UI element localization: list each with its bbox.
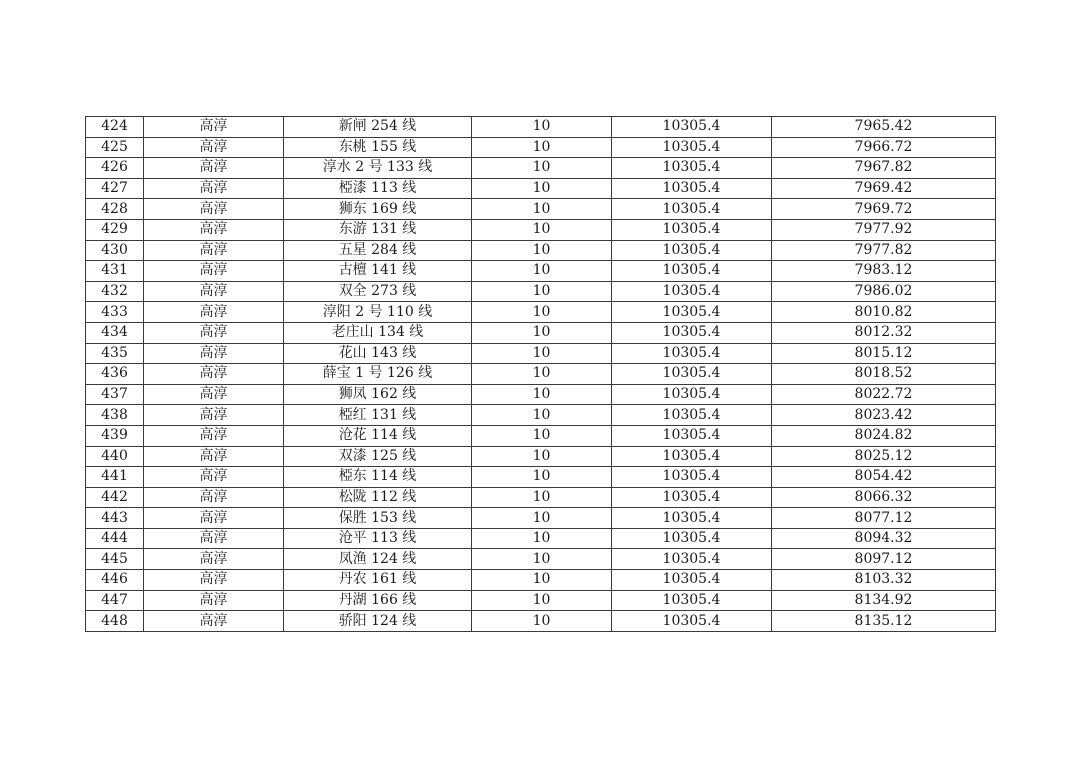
index-cell: 447 — [86, 590, 144, 611]
value-cell: 8025.12 — [772, 446, 996, 467]
capacity-cell: 10305.4 — [612, 117, 772, 138]
value-cell: 8097.12 — [772, 549, 996, 570]
table-row — [86, 117, 996, 138]
value-cell: 8134.92 — [772, 590, 996, 611]
table-row — [86, 570, 996, 591]
value-cell: 7969.42 — [772, 178, 996, 199]
voltage-cell: 10 — [472, 549, 612, 570]
index-cell: 437 — [86, 384, 144, 405]
index-cell: 439 — [86, 425, 144, 446]
value-cell: 8015.12 — [772, 343, 996, 364]
table-row — [86, 467, 996, 488]
line-name-cell: 双漆 125 线 — [284, 446, 472, 467]
capacity-cell: 10305.4 — [612, 384, 772, 405]
line-name-cell: 丹农 161 线 — [284, 570, 472, 591]
capacity-cell: 10305.4 — [612, 240, 772, 261]
line-name-cell: 花山 143 线 — [284, 343, 472, 364]
table-row — [86, 508, 996, 529]
line-name-cell: 椏红 131 线 — [284, 405, 472, 426]
value-cell: 8022.72 — [772, 384, 996, 405]
value-cell: 8012.32 — [772, 322, 996, 343]
voltage-cell: 10 — [472, 178, 612, 199]
district-cell: 高淳 — [144, 549, 284, 570]
line-name-cell: 松陇 112 线 — [284, 487, 472, 508]
capacity-cell: 10305.4 — [612, 158, 772, 179]
value-cell: 7966.72 — [772, 137, 996, 158]
table-row — [86, 219, 996, 240]
district-cell: 高淳 — [144, 178, 284, 199]
line-name-cell: 双全 273 线 — [284, 281, 472, 302]
voltage-cell: 10 — [472, 302, 612, 323]
district-cell: 高淳 — [144, 302, 284, 323]
index-cell: 440 — [86, 446, 144, 467]
line-name-cell: 薛宝 1 号 126 线 — [284, 364, 472, 385]
table-row — [86, 487, 996, 508]
district-cell: 高淳 — [144, 425, 284, 446]
district-cell: 高淳 — [144, 446, 284, 467]
district-cell: 高淳 — [144, 611, 284, 632]
capacity-cell: 10305.4 — [612, 590, 772, 611]
district-cell: 高淳 — [144, 240, 284, 261]
line-name-cell: 古檀 141 线 — [284, 261, 472, 282]
table-row — [86, 343, 996, 364]
table-row — [86, 384, 996, 405]
voltage-cell: 10 — [472, 117, 612, 138]
index-cell: 434 — [86, 322, 144, 343]
table-row — [86, 178, 996, 199]
line-name-cell: 保胜 153 线 — [284, 508, 472, 529]
capacity-cell: 10305.4 — [612, 219, 772, 240]
voltage-cell: 10 — [472, 590, 612, 611]
district-cell: 高淳 — [144, 570, 284, 591]
index-cell: 443 — [86, 508, 144, 529]
capacity-cell: 10305.4 — [612, 611, 772, 632]
index-cell: 429 — [86, 219, 144, 240]
table-row — [86, 611, 996, 632]
value-cell: 8054.42 — [772, 467, 996, 488]
index-cell: 446 — [86, 570, 144, 591]
line-name-cell: 凤渔 124 线 — [284, 549, 472, 570]
line-name-cell: 东游 131 线 — [284, 219, 472, 240]
index-cell: 424 — [86, 117, 144, 138]
index-cell: 433 — [86, 302, 144, 323]
capacity-cell: 10305.4 — [612, 137, 772, 158]
district-cell: 高淳 — [144, 384, 284, 405]
district-cell: 高淳 — [144, 508, 284, 529]
line-name-cell: 狮凤 162 线 — [284, 384, 472, 405]
capacity-cell: 10305.4 — [612, 570, 772, 591]
index-cell: 448 — [86, 611, 144, 632]
value-cell: 8103.32 — [772, 570, 996, 591]
table-row — [86, 405, 996, 426]
voltage-cell: 10 — [472, 611, 612, 632]
district-cell: 高淳 — [144, 117, 284, 138]
value-cell: 7969.72 — [772, 199, 996, 220]
voltage-cell: 10 — [472, 364, 612, 385]
value-cell: 7983.12 — [772, 261, 996, 282]
value-cell: 7977.82 — [772, 240, 996, 261]
index-cell: 445 — [86, 549, 144, 570]
line-name-cell: 淳水 2 号 133 线 — [284, 158, 472, 179]
district-cell: 高淳 — [144, 137, 284, 158]
district-cell: 高淳 — [144, 487, 284, 508]
table-row — [86, 302, 996, 323]
capacity-cell: 10305.4 — [612, 199, 772, 220]
voltage-cell: 10 — [472, 508, 612, 529]
table-row — [86, 199, 996, 220]
index-cell: 438 — [86, 405, 144, 426]
capacity-cell: 10305.4 — [612, 446, 772, 467]
line-name-cell: 椏东 114 线 — [284, 467, 472, 488]
line-name-cell: 狮东 169 线 — [284, 199, 472, 220]
capacity-cell: 10305.4 — [612, 178, 772, 199]
voltage-cell: 10 — [472, 467, 612, 488]
index-cell: 435 — [86, 343, 144, 364]
line-name-cell: 骄阳 124 线 — [284, 611, 472, 632]
index-cell: 441 — [86, 467, 144, 488]
voltage-cell: 10 — [472, 240, 612, 261]
voltage-cell: 10 — [472, 570, 612, 591]
voltage-cell: 10 — [472, 199, 612, 220]
index-cell: 430 — [86, 240, 144, 261]
table-row — [86, 446, 996, 467]
index-cell: 442 — [86, 487, 144, 508]
capacity-cell: 10305.4 — [612, 425, 772, 446]
capacity-cell: 10305.4 — [612, 343, 772, 364]
table-row — [86, 549, 996, 570]
district-cell: 高淳 — [144, 343, 284, 364]
capacity-cell: 10305.4 — [612, 528, 772, 549]
district-cell: 高淳 — [144, 322, 284, 343]
table-row — [86, 158, 996, 179]
capacity-cell: 10305.4 — [612, 508, 772, 529]
district-cell: 高淳 — [144, 281, 284, 302]
capacity-cell: 10305.4 — [612, 364, 772, 385]
index-cell: 428 — [86, 199, 144, 220]
voltage-cell: 10 — [472, 384, 612, 405]
district-cell: 高淳 — [144, 528, 284, 549]
index-cell: 426 — [86, 158, 144, 179]
voltage-cell: 10 — [472, 137, 612, 158]
table-row — [86, 590, 996, 611]
index-cell: 444 — [86, 528, 144, 549]
index-cell: 425 — [86, 137, 144, 158]
district-cell: 高淳 — [144, 364, 284, 385]
value-cell: 7965.42 — [772, 117, 996, 138]
value-cell: 8066.32 — [772, 487, 996, 508]
district-cell: 高淳 — [144, 158, 284, 179]
value-cell: 8077.12 — [772, 508, 996, 529]
district-cell: 高淳 — [144, 467, 284, 488]
index-cell: 431 — [86, 261, 144, 282]
table-row — [86, 261, 996, 282]
table-row — [86, 528, 996, 549]
district-cell: 高淳 — [144, 405, 284, 426]
value-cell: 7986.02 — [772, 281, 996, 302]
table-row — [86, 364, 996, 385]
line-name-cell: 沧花 114 线 — [284, 425, 472, 446]
district-cell: 高淳 — [144, 590, 284, 611]
table-row — [86, 137, 996, 158]
index-cell: 436 — [86, 364, 144, 385]
line-name-cell: 五星 284 线 — [284, 240, 472, 261]
voltage-cell: 10 — [472, 528, 612, 549]
capacity-cell: 10305.4 — [612, 487, 772, 508]
district-cell: 高淳 — [144, 261, 284, 282]
voltage-cell: 10 — [472, 219, 612, 240]
capacity-cell: 10305.4 — [612, 405, 772, 426]
data-table — [85, 116, 996, 632]
line-name-cell: 淳阳 2 号 110 线 — [284, 302, 472, 323]
line-name-cell: 沧平 113 线 — [284, 528, 472, 549]
index-cell: 432 — [86, 281, 144, 302]
value-cell: 7967.82 — [772, 158, 996, 179]
district-cell: 高淳 — [144, 219, 284, 240]
voltage-cell: 10 — [472, 405, 612, 426]
value-cell: 8094.32 — [772, 528, 996, 549]
table-row — [86, 425, 996, 446]
line-name-cell: 老庄山 134 线 — [284, 322, 472, 343]
voltage-cell: 10 — [472, 487, 612, 508]
table-row — [86, 281, 996, 302]
capacity-cell: 10305.4 — [612, 302, 772, 323]
voltage-cell: 10 — [472, 322, 612, 343]
table-row — [86, 322, 996, 343]
value-cell: 8023.42 — [772, 405, 996, 426]
line-name-cell: 新闸 254 线 — [284, 117, 472, 138]
voltage-cell: 10 — [472, 446, 612, 467]
capacity-cell: 10305.4 — [612, 322, 772, 343]
capacity-cell: 10305.4 — [612, 549, 772, 570]
value-cell: 7977.92 — [772, 219, 996, 240]
value-cell: 8024.82 — [772, 425, 996, 446]
voltage-cell: 10 — [472, 158, 612, 179]
capacity-cell: 10305.4 — [612, 281, 772, 302]
value-cell: 8018.52 — [772, 364, 996, 385]
capacity-cell: 10305.4 — [612, 467, 772, 488]
voltage-cell: 10 — [472, 425, 612, 446]
value-cell: 8010.82 — [772, 302, 996, 323]
voltage-cell: 10 — [472, 281, 612, 302]
capacity-cell: 10305.4 — [612, 261, 772, 282]
voltage-cell: 10 — [472, 343, 612, 364]
value-cell: 8135.12 — [772, 611, 996, 632]
index-cell: 427 — [86, 178, 144, 199]
table-body — [86, 117, 996, 632]
line-name-cell: 丹湖 166 线 — [284, 590, 472, 611]
line-name-cell: 东桃 155 线 — [284, 137, 472, 158]
voltage-cell: 10 — [472, 261, 612, 282]
table-row — [86, 240, 996, 261]
district-cell: 高淳 — [144, 199, 284, 220]
line-name-cell: 椏漆 113 线 — [284, 178, 472, 199]
